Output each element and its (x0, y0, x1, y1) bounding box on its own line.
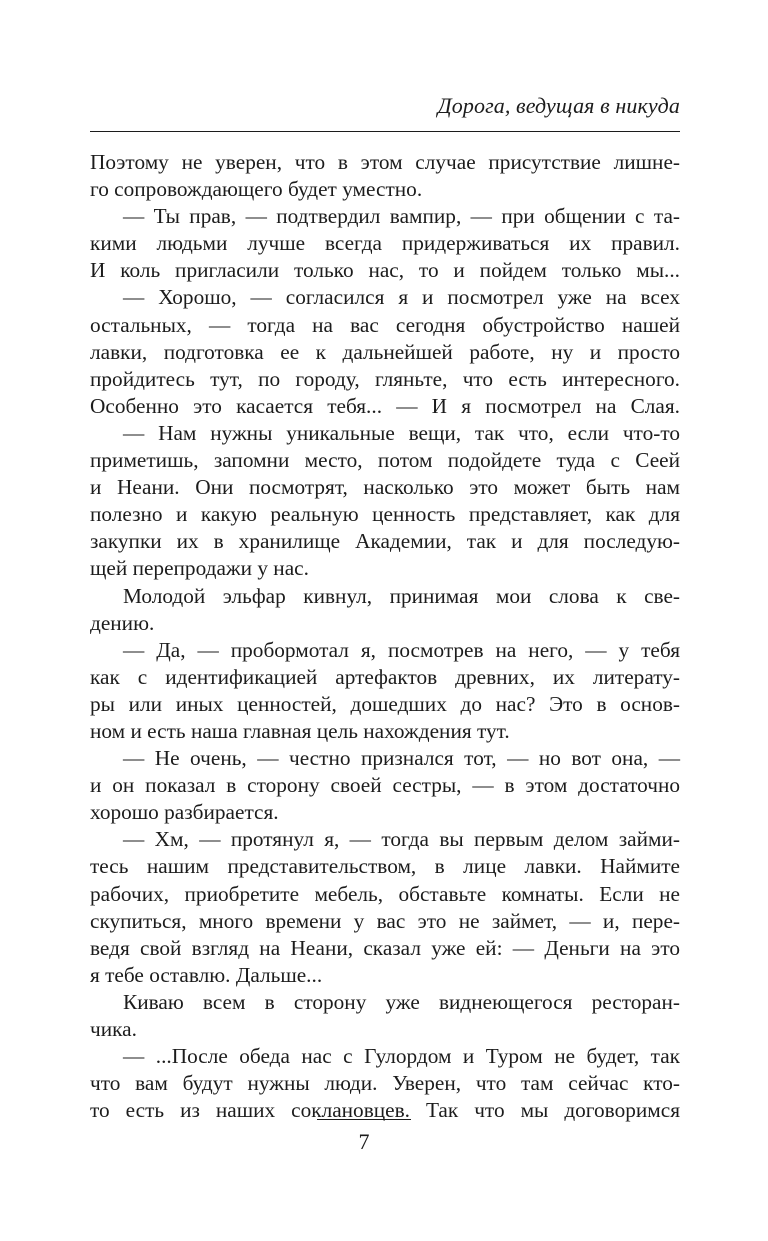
text-line: ном и есть наша главная цель нахождения тут. (90, 718, 510, 743)
text-line: ведя свой взгляд на Неани, сказал уже ей: — Деньги на это (90, 935, 680, 960)
text-line: Поэтому не уверен, что в этом случае присутствие лишне- (90, 150, 680, 174)
text-line: полезно и какую реальную ценность представляет, как для (90, 502, 680, 527)
page-number: 7 (358, 1129, 370, 1154)
text-line: остальных, — тогда на вас сегодня обустройство нашей (90, 312, 680, 337)
text-line: как с идентификацией артефактов древних, их литерату- (90, 664, 680, 689)
text-line: то есть из наших соклановцев. Так что мы договоримся (90, 1098, 680, 1123)
text-line: что вам будут нужны люди. Уверен, что там сейчас кто- (90, 1071, 680, 1096)
text-line: Киваю всем в сторону уже виднеющегося ресторан- (123, 989, 680, 1014)
text-line: — ...После обеда нас с Гулордом и Туром не будет, так (123, 1044, 680, 1069)
text-line: — Хорошо, — согласился я и посмотрел уже на всех (123, 285, 680, 310)
text-line: щей перепродажи у нас. (90, 556, 309, 581)
text-line: я тебе оставлю. Дальше... (90, 962, 323, 987)
text-line: и Неани. Они посмотрят, насколько это может быть нам (90, 475, 680, 500)
text-line: закупки их в хранилище Академии, так и для последую- (90, 529, 680, 554)
text-line: лавки, подготовка ее к дальнейшей работе, ну и просто (90, 339, 680, 364)
text-line: хорошо разбирается. (90, 800, 279, 825)
text-line: и он показал в сторону своей сестры, — в этом достаточно (90, 773, 680, 798)
text-line: кими людьми лучше всегда придерживаться их правил. (90, 231, 680, 256)
header-divider (90, 131, 680, 132)
text-line: — Нам нужны уникальные вещи, так что, если что-то (123, 420, 680, 445)
text-line: тесь нашим представительством, в лице лавки. Наймите (90, 854, 680, 879)
text-line: — Не очень, — честно признался тот, — но вот она, — (123, 746, 680, 771)
text-line: пройдитесь тут, по городу, гляньте, что есть интересного. (90, 366, 680, 391)
text-line: — Ты прав, — подтвердил вампир, — при общении с та- (123, 204, 680, 229)
text-line: И коль пригласили только нас, то и пойдем только мы... (90, 258, 680, 283)
text-line: — Да, — пробормотал я, посмотрев на него, — у тебя (123, 637, 680, 662)
text-line: приметишь, запомни место, потом подойдете туда с Сеей (90, 448, 680, 473)
text-line: го сопровождающего будет уместно. (90, 177, 423, 202)
text-line: Особенно это касается тебя... — И я посмотрел на Слая. (90, 393, 680, 418)
body-text (90, 149, 680, 1124)
text-line: ры или иных ценностей, дошедших до нас? Это в основ- (90, 691, 680, 716)
text-line: — Хм, — протянул я, — тогда вы первым делом займи- (123, 827, 680, 852)
text-line: рабочих, приобретите мебель, обставьте комнаты. Если не (90, 881, 680, 906)
text-line: Молодой эльфар кивнул, принимая мои слова к све- (123, 583, 680, 608)
text-line: чика. (90, 1017, 137, 1041)
text-line: скупиться, много времени у вас это не займет, — и, пере- (90, 908, 680, 933)
running-header-title: Дорога, ведущая в никуда (437, 93, 680, 118)
footer-divider (317, 1119, 411, 1120)
text-line: дению. (90, 610, 155, 635)
